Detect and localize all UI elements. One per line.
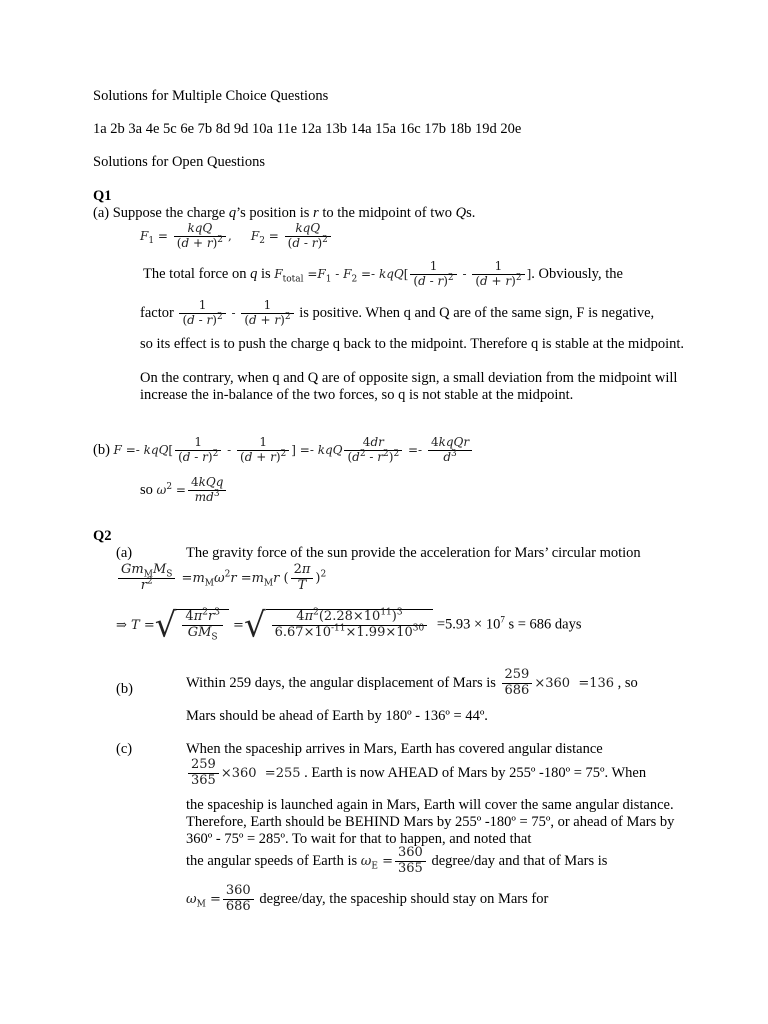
q2-a-label: (a) [116,545,133,561]
q1-omega-equation: so $\omega^2$ = $\frac{\text{4kQq}}{md^3}$ [140,476,228,505]
q2-c-text-1: When the spaceship arrives in Mars, Earth has covered angular distance [186,741,603,757]
q2-label: Q2 [93,528,112,544]
q1-b-equation: (b) F =- kqQ[ $\frac{1}{(d - r)^2}$ - $\frac{1}{(d + r)^2}$ ] =- kqQ $\frac{4dr}{(d^2 - r^2)^2}$ =- $\frac{\text{4kqQr}}{d^3}$ [93,436,474,465]
q2-b-label: (b) [116,681,133,697]
q2-c-mars-speed: $\omega_M$ = $\frac{360}{686}$ degree/day, the spaceship should stay on Mars for [186,883,549,914]
q1-label: Q1 [93,188,112,204]
q1-unstable-paragraph: On the contrary, when q and Q are of opposite sign, a small deviation from the midpoint will increase the in-balance of the two forces, so q is not stable at the midpoint. [140,370,678,403]
q2-b-result: Mars should be ahead of Earth by 180º - 136º = 44º. [186,708,488,724]
q1-force-equations: $F_1$ = $\frac{\text{kqQ}}{(d + r)^2}$ , $F_2$ = $\frac{\text{kqQ}}{(d - r)^2}$ [140,222,333,251]
q2-c-earth-speed: the angular speeds of Earth is $\omega_E$ = $\frac{360}{365}$ degree/day and that of Mars is [186,845,608,876]
q2-b-line: Within 259 days, the angular displacement of Mars is $\frac{259}{686}$ ×360 =136 , so [186,667,638,698]
q2-c-line-2: $\frac{259}{365}$ ×360 =255 . Earth is now AHEAD of Mars by 255º -180º = 75º. When [186,758,646,789]
mcq-heading: Solutions for Multiple Choice Questions [93,88,329,104]
open-heading: Solutions for Open Questions [93,154,265,170]
q2-c-paragraph: the spaceship is launched again in Mars, Earth will cover the same angular distance. Therefore, Earth should be BEHIND Mars by 255º -180º = 75º, or ahead of Mars by 360º - 75º = 285º. To wait for that to happen, and noted that [186,797,675,847]
q2-c-label: (c) [116,741,133,757]
q1-stable-paragraph: so its effect is to push the charge q back to the midpoint. Therefore q is stable at the midpoint. [140,336,685,352]
q2-period-equation: ⇒ T =√ $\frac{4\pi^2r^3}{GM_S}$ =√ $\frac{4\pi^2(2.28\times 10^{11})^3}{6.67\times 10^{-11}\times 1.99\times 10^{30}}$ $=5.93 \times 10^7$ s = 686 days [116,605,582,645]
q1-total-force: The total force on q is $F_{total} =F_1 - F_2 =- kqQ$[ $\frac{1}{(d - r)^2}$ - $\frac{1}{(d + r)^2}$ ]. Obviously, the [143,259,623,288]
q2-a-text: The gravity force of the sun provide the acceleration for Mars’ circular motion [186,545,641,561]
q2-gravity-equation: $\frac{Gm_MM_S}{r^2}$ $=m_M\omega^2r =m_Mr$ ( $\frac{2\pi}{T}$ )$^2$ [116,563,326,594]
mcq-answers: 1a 2b 3a 4e 5c 6e 7b 8d 9d 10a 11e 12a 13b 14a 15a 16c 17b 18b 19d 20e [93,121,522,137]
q1-a-intro: (a) Suppose the charge q’s position is r to the midpoint of two Qs. [93,205,476,221]
q1-factor-line: factor $\frac{1}{(d - r)^2}$ - $\frac{1}{(d + r)^2}$ is positive. When q and Q are of the same sign, F is negative, [140,298,655,327]
